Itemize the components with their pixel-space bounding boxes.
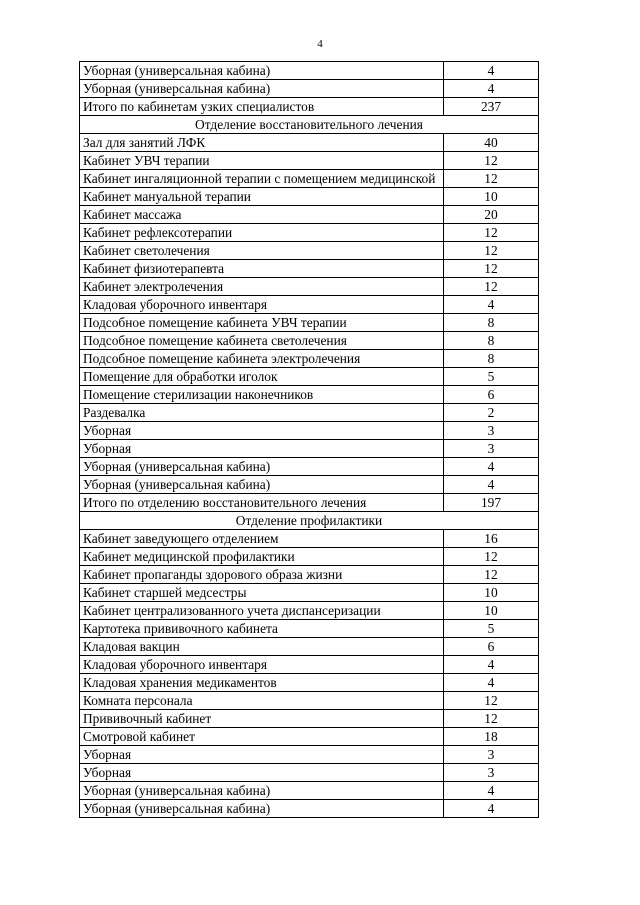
room-name-cell: Уборная (универсальная кабина) <box>80 80 444 98</box>
room-name-cell: Кабинет мануальной терапии <box>80 188 444 206</box>
room-name-cell: Подсобное помещение кабинета электролечения <box>80 350 444 368</box>
room-area-cell: 6 <box>444 386 539 404</box>
table-row <box>80 620 539 638</box>
room-area-cell: 12 <box>444 152 539 170</box>
room-area-cell: 3 <box>444 746 539 764</box>
section-header-row <box>80 512 539 530</box>
room-area-cell: 8 <box>444 332 539 350</box>
room-name-cell: Помещение стерилизации наконечников <box>80 386 444 404</box>
table-row <box>80 530 539 548</box>
room-area-cell: 40 <box>444 134 539 152</box>
room-area-cell: 5 <box>444 620 539 638</box>
room-name-cell: Кабинет централизованного учета диспансеризации <box>80 602 444 620</box>
room-area-cell: 10 <box>444 602 539 620</box>
room-area-cell: 4 <box>444 296 539 314</box>
room-name-cell: Кабинет рефлексотерапии <box>80 224 444 242</box>
table-row <box>80 332 539 350</box>
room-name-cell: Комната персонала <box>80 692 444 710</box>
table-row <box>80 476 539 494</box>
table-row <box>80 710 539 728</box>
room-name-cell: Кабинет светолечения <box>80 242 444 260</box>
room-area-cell: 12 <box>444 242 539 260</box>
room-name-cell: Кабинет медицинской профилактики <box>80 548 444 566</box>
room-area-cell: 197 <box>444 494 539 512</box>
room-name-cell: Уборная (универсальная кабина) <box>80 782 444 800</box>
room-name-cell: Кабинет УВЧ терапии <box>80 152 444 170</box>
table-row <box>80 260 539 278</box>
rooms-table-body <box>80 62 539 818</box>
table-row <box>80 728 539 746</box>
room-name-cell: Уборная <box>80 764 444 782</box>
room-name-cell: Уборная (универсальная кабина) <box>80 800 444 818</box>
table-row <box>80 404 539 422</box>
section-title: Отделение профилактики <box>80 512 539 530</box>
table-row <box>80 674 539 692</box>
table-row <box>80 458 539 476</box>
room-name-cell: Подсобное помещение кабинета УВЧ терапии <box>80 314 444 332</box>
table-row <box>80 278 539 296</box>
room-name-cell: Кабинет пропаганды здорового образа жизни <box>80 566 444 584</box>
room-name-cell: Уборная <box>80 440 444 458</box>
room-area-cell: 10 <box>444 584 539 602</box>
table-row <box>80 242 539 260</box>
room-area-cell: 237 <box>444 98 539 116</box>
table-row <box>80 350 539 368</box>
room-area-cell: 8 <box>444 350 539 368</box>
room-area-cell: 12 <box>444 548 539 566</box>
room-area-cell: 3 <box>444 440 539 458</box>
table-row <box>80 62 539 80</box>
room-area-cell: 4 <box>444 800 539 818</box>
table-row <box>80 368 539 386</box>
table-row <box>80 80 539 98</box>
table-row <box>80 314 539 332</box>
table-row <box>80 170 539 188</box>
room-area-cell: 12 <box>444 710 539 728</box>
room-name-cell: Кладовая уборочного инвентаря <box>80 296 444 314</box>
room-area-cell: 4 <box>444 476 539 494</box>
table-row <box>80 98 539 116</box>
room-area-cell: 4 <box>444 656 539 674</box>
room-name-cell: Смотровой кабинет <box>80 728 444 746</box>
table-row <box>80 602 539 620</box>
table-row <box>80 386 539 404</box>
room-name-cell: Итого по кабинетам узких специалистов <box>80 98 444 116</box>
room-name-cell: Подсобное помещение кабинета светолечения <box>80 332 444 350</box>
table-row <box>80 296 539 314</box>
room-area-cell: 12 <box>444 224 539 242</box>
table-row <box>80 638 539 656</box>
room-name-cell: Картотека прививочного кабинета <box>80 620 444 638</box>
room-name-cell: Кладовая вакцин <box>80 638 444 656</box>
table-row <box>80 584 539 602</box>
rooms-table <box>79 61 539 818</box>
room-area-cell: 16 <box>444 530 539 548</box>
room-name-cell: Уборная (универсальная кабина) <box>80 476 444 494</box>
table-row <box>80 800 539 818</box>
table-row <box>80 224 539 242</box>
room-name-cell: Кладовая уборочного инвентаря <box>80 656 444 674</box>
room-name-cell: Раздевалка <box>80 404 444 422</box>
room-name-cell: Уборная (универсальная кабина) <box>80 62 444 80</box>
room-area-cell: 20 <box>444 206 539 224</box>
room-area-cell: 4 <box>444 782 539 800</box>
section-title: Отделение восстановительного лечения <box>80 116 539 134</box>
room-area-cell: 6 <box>444 638 539 656</box>
room-name-cell: Кабинет заведующего отделением <box>80 530 444 548</box>
table-row <box>80 764 539 782</box>
room-area-cell: 12 <box>444 692 539 710</box>
table-row <box>80 494 539 512</box>
room-name-cell: Кладовая хранения медикаментов <box>80 674 444 692</box>
room-area-cell: 3 <box>444 764 539 782</box>
room-area-cell: 8 <box>444 314 539 332</box>
room-area-cell: 3 <box>444 422 539 440</box>
room-area-cell: 2 <box>444 404 539 422</box>
room-area-cell: 12 <box>444 170 539 188</box>
room-area-cell: 12 <box>444 566 539 584</box>
room-name-cell: Кабинет электролечения <box>80 278 444 296</box>
table-row <box>80 440 539 458</box>
room-area-cell: 4 <box>444 458 539 476</box>
room-name-cell: Кабинет физиотерапевта <box>80 260 444 278</box>
room-area-cell: 10 <box>444 188 539 206</box>
table-row <box>80 188 539 206</box>
room-area-cell: 4 <box>444 62 539 80</box>
room-name-cell: Итого по отделению восстановительного лечения <box>80 494 444 512</box>
room-name-cell: Уборная (универсальная кабина) <box>80 458 444 476</box>
room-name-cell: Уборная <box>80 746 444 764</box>
room-name-cell: Кабинет старшей медсестры <box>80 584 444 602</box>
room-name-cell: Кабинет ингаляционной терапии с помещением медицинской <box>80 170 444 188</box>
table-row <box>80 548 539 566</box>
table-row <box>80 422 539 440</box>
room-area-cell: 5 <box>444 368 539 386</box>
table-row <box>80 134 539 152</box>
table-row <box>80 206 539 224</box>
room-name-cell: Помещение для обработки иголок <box>80 368 444 386</box>
room-name-cell: Прививочный кабинет <box>80 710 444 728</box>
section-header-row <box>80 116 539 134</box>
room-area-cell: 18 <box>444 728 539 746</box>
table-row <box>80 152 539 170</box>
room-name-cell: Кабинет массажа <box>80 206 444 224</box>
room-area-cell: 4 <box>444 674 539 692</box>
table-row <box>80 692 539 710</box>
page-number: 4 <box>317 38 323 50</box>
table-row <box>80 566 539 584</box>
room-area-cell: 12 <box>444 278 539 296</box>
room-name-cell: Уборная <box>80 422 444 440</box>
room-name-cell: Зал для занятий ЛФК <box>80 134 444 152</box>
table-row <box>80 746 539 764</box>
table-row <box>80 782 539 800</box>
table-row <box>80 656 539 674</box>
room-area-cell: 4 <box>444 80 539 98</box>
room-area-cell: 12 <box>444 260 539 278</box>
